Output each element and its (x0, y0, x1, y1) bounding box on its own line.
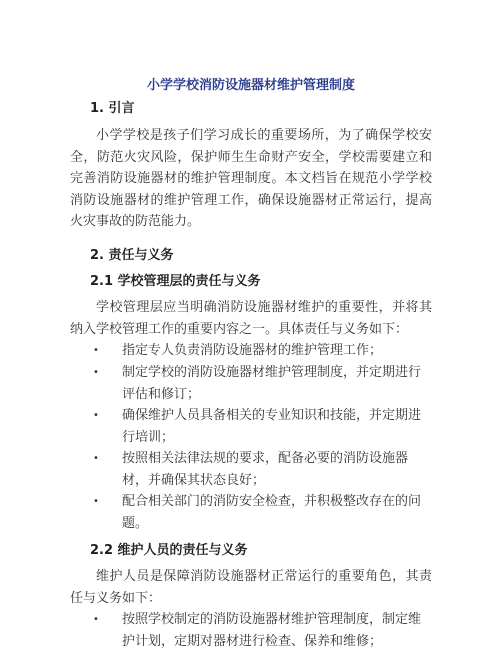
section-heading-introduction: 1. 引言 (90, 101, 135, 116)
section-heading-management: 2.1 学校管理层的责任与义务 (90, 274, 261, 289)
list-item-text: 按照相关法律法规的要求，配备必要的消防设施器材，并确保其状态良好； (122, 451, 409, 488)
list-item (93, 340, 432, 362)
list-item-text: 指定专人负责消防设施器材的维护管理工作； (122, 343, 383, 358)
list-item (93, 362, 432, 405)
list-item-text: 制定学校的消防设施器材维护管理制度，并定期进行评估和修订； (122, 365, 422, 402)
bullet-icon: • (93, 453, 99, 464)
management-paragraph: 学校管理层应当明确消防设施器材维护的重要性，并将其纳入学校管理工作的重要内容之一。具体责任与义务如下： (70, 300, 432, 337)
bullet-icon: • (93, 367, 99, 378)
bullet-icon: • (93, 345, 99, 356)
list-item-text: 确保维护人员具备相关的专业知识和技能，并定期进行培训； (122, 408, 422, 445)
maintenance-staff-paragraph: 维护人员是保障消防设施器材正常运行的重要角色，其责任与义务如下： (70, 569, 432, 606)
bullet-icon: • (93, 496, 99, 507)
list-item-text: 配合相关部门的消防安全检查，并积极整改存在的问题。 (122, 494, 422, 531)
bullet-icon: • (93, 614, 99, 625)
document-title: 小学学校消防设施器材维护管理制度 (146, 78, 355, 93)
list-item-text: 按照学校制定的消防设施器材维护管理制度，制定维护计划，定期对器材进行检查、保养和维修； (122, 612, 422, 649)
section-heading-responsibilities: 2. 责任与义务 (90, 248, 174, 263)
list-item (93, 609, 432, 652)
list-item (93, 491, 432, 534)
list-item (93, 448, 432, 491)
introduction-paragraph: 小学学校是孩子们学习成长的重要场所，为了确保学校安全，防范火灾风险，保护师生生命财产安全，学校需要建立和完善消防设施器材的维护管理制度。本文档旨在规范小学学校消防设施器材的维护管理工作，确保设施器材正常运行，提高火灾事故的防范能力。 (70, 128, 432, 229)
bullet-icon: • (93, 410, 99, 421)
list-item (93, 405, 432, 448)
section-heading-maintenance-staff: 2.2 维护人员的责任与义务 (90, 543, 248, 558)
